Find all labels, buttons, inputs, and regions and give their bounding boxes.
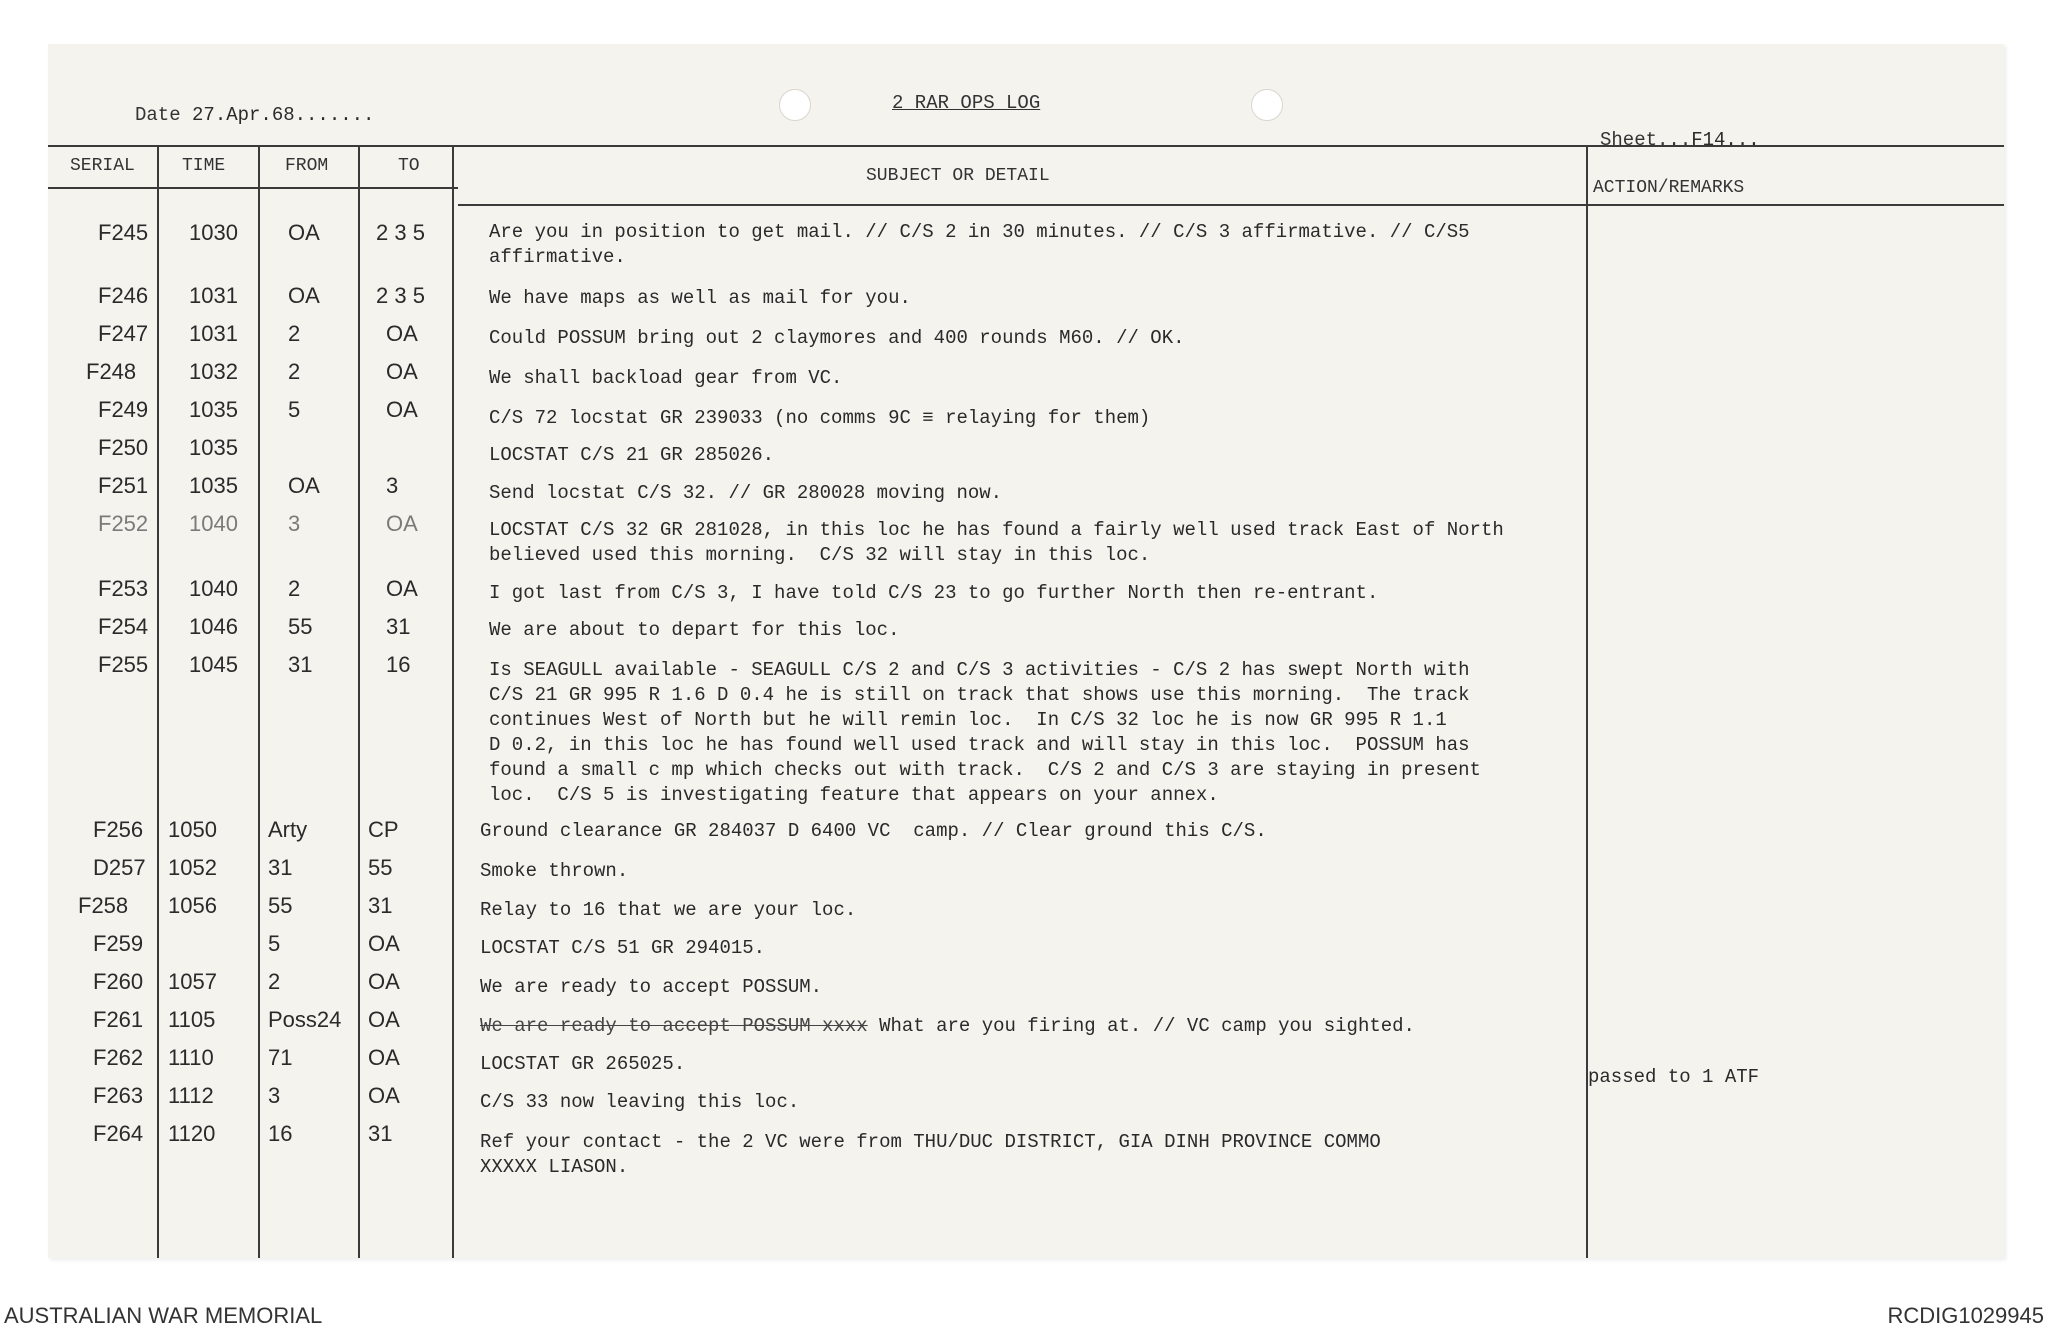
serial-cell: F255 xyxy=(98,652,149,677)
time-cell: 1035 xyxy=(189,397,238,422)
to-cell: OA xyxy=(386,321,418,346)
detail-cell: C/S 33 now leaving this loc. xyxy=(480,1091,800,1113)
detail-cell: I got last from C/S 3, I have told C/S 23 to go further North then re-entrant. xyxy=(489,582,1379,604)
serial-cell: F256 xyxy=(93,817,144,842)
serial-cell: F254 xyxy=(98,614,149,639)
col-header-serial: SERIAL xyxy=(70,156,135,176)
serial-cell: F247 xyxy=(98,321,149,346)
date-label: Date xyxy=(135,104,181,126)
detail-cell: We are ready to accept POSSUM. xyxy=(480,976,823,998)
detail-cell: Send locstat C/S 32. // GR 280028 moving now. xyxy=(489,482,1003,504)
time-cell: 1056 xyxy=(168,893,217,918)
time-cell: 1110 xyxy=(168,1045,214,1070)
col-divider-to xyxy=(452,145,454,1258)
from-cell: 55 xyxy=(288,614,313,639)
col-header-time: TIME xyxy=(182,156,226,176)
to-cell: 31 xyxy=(368,893,393,918)
from-cell: 2 xyxy=(268,969,281,994)
serial-cell: F252 xyxy=(98,511,149,536)
to-cell: 2 3 5 xyxy=(376,283,425,308)
detail-cell: LOCSTAT C/S 32 GR 281028, in this loc he has found a fairly well used track East of North believed used this morning. C/S 32 will stay in this loc. xyxy=(489,519,1504,566)
date-value: 27.Apr.68....... xyxy=(192,104,375,126)
time-cell: 1040 xyxy=(189,511,238,536)
to-cell: CP xyxy=(368,817,399,842)
to-cell: OA xyxy=(386,511,418,536)
detail-cell: Could POSSUM bring out 2 claymores and 400 rounds M60. // OK. xyxy=(489,327,1185,349)
from-cell: Arty xyxy=(268,817,308,842)
serial-cell: F264 xyxy=(93,1121,144,1146)
detail-cell: Is SEAGULL available - SEAGULL C/S 2 and C/S 3 activities - C/S 2 has swept North with C/S 21 GR 995 R 1.6 D 0.4 he is still on track that shows use this morning. The track continues West of North but he will remin loc. In C/S 32 loc he is now GR 995 R 1.1 D 0.2, in this loc he has found well used track and will stay in this loc. POSSUM has found a small c mp which checks out with track. C/S 2 and C/S 3 are staying in present loc. C/S 5 is investigating feature that appears on your annex. xyxy=(489,659,1481,806)
detail-cell: We are about to depart for this loc. xyxy=(489,619,900,641)
time-cell: 1052 xyxy=(168,855,217,880)
serial-cell: F259 xyxy=(93,931,144,956)
serial-cell: F263 xyxy=(93,1083,144,1108)
detail-text: What are you firing at. // VC camp you sighted. xyxy=(867,1015,1415,1037)
col-header-action: ACTION/REMARKS xyxy=(1593,178,1745,198)
detail-cell: Relay to 16 that we are your loc. xyxy=(480,899,857,921)
serial-cell: F246 xyxy=(98,283,149,308)
header-bottom-rule xyxy=(48,187,458,189)
from-cell: 2 xyxy=(288,359,301,384)
serial-cell: F258 xyxy=(78,893,129,918)
serial-cell: F261 xyxy=(93,1007,144,1032)
from-cell: Poss24 xyxy=(268,1007,342,1032)
time-cell: 1031 xyxy=(189,283,238,308)
detail-cell: LOCSTAT C/S 51 GR 294015. xyxy=(480,937,766,959)
from-cell: 55 xyxy=(268,893,293,918)
time-cell: 1040 xyxy=(189,576,238,601)
time-cell: 1112 xyxy=(168,1083,214,1108)
col-divider-serial xyxy=(157,145,159,1258)
time-cell: 1035 xyxy=(189,435,238,460)
time-cell: 1030 xyxy=(189,220,238,245)
time-cell: 1105 xyxy=(168,1007,216,1032)
serial-cell: F248 xyxy=(86,359,137,384)
serial-cell: F249 xyxy=(98,397,149,422)
from-cell: OA xyxy=(288,473,320,498)
to-cell: 2 3 5 xyxy=(376,220,425,245)
time-cell: 1050 xyxy=(168,817,217,842)
detail-cell: Ground clearance GR 284037 D 6400 VC camp. // Clear ground this C/S. xyxy=(480,820,1267,842)
time-cell: 1032 xyxy=(189,359,238,384)
col-divider-subject xyxy=(1586,145,1588,1258)
detail-cell: Ref your contact - the 2 VC were from THU/DUC DISTRICT, GIA DINH PROVINCE COMMO XXXXX LIASON. xyxy=(480,1131,1381,1178)
col-divider-from xyxy=(358,145,360,1258)
remark-passed-to: passed to 1 ATF xyxy=(1588,1066,1760,1088)
detail-cell: LOCSTAT C/S 21 GR 285026. xyxy=(489,444,775,466)
subject-header-rule xyxy=(458,204,2004,206)
time-cell: 1046 xyxy=(189,614,238,639)
detail-cell: Are you in position to get mail. // C/S 2 in 30 minutes. // C/S 3 affirmative. // C/S5 affirmative. xyxy=(489,221,1470,268)
footer-id: RCDIG1029945 xyxy=(1887,1303,2044,1328)
detail-cell xyxy=(480,1014,1415,1039)
from-cell: 16 xyxy=(268,1121,293,1146)
footer-source: AUSTRALIAN WAR MEMORIAL xyxy=(4,1303,323,1328)
to-cell: 31 xyxy=(368,1121,393,1146)
serial-cell: F250 xyxy=(98,435,149,460)
date-field xyxy=(135,104,374,126)
from-cell: 2 xyxy=(288,321,301,346)
sheet-value: F14... xyxy=(1691,129,1760,151)
col-divider-time xyxy=(258,145,260,1258)
from-cell: 3 xyxy=(288,511,301,536)
table-top-rule xyxy=(48,145,2004,147)
serial-cell: D257 xyxy=(93,855,146,880)
punch-hole-left xyxy=(779,89,811,121)
detail-cell: We have maps as well as mail for you. xyxy=(489,287,911,309)
from-cell: OA xyxy=(288,220,320,245)
from-cell: 2 xyxy=(288,576,301,601)
from-cell: 71 xyxy=(268,1045,293,1070)
struck-text: We are ready to accept POSSUM xxxx xyxy=(480,1015,868,1037)
to-cell: OA xyxy=(368,1007,400,1032)
from-cell: 31 xyxy=(288,652,313,677)
log-sheet xyxy=(48,44,2004,1258)
time-cell: 1031 xyxy=(189,321,238,346)
detail-cell: C/S 72 locstat GR 239033 (no comms 9C ≡ relaying for them) xyxy=(489,407,1151,429)
to-cell: OA xyxy=(368,969,400,994)
to-cell: OA xyxy=(368,1083,400,1108)
to-cell: OA xyxy=(368,1045,400,1070)
col-header-from: FROM xyxy=(285,156,329,176)
serial-cell: F245 xyxy=(98,220,149,245)
to-cell: 55 xyxy=(368,855,393,880)
serial-cell: F251 xyxy=(98,473,149,498)
time-cell: 1057 xyxy=(168,969,217,994)
sheet-field xyxy=(1600,129,1760,151)
serial-cell: F262 xyxy=(93,1045,144,1070)
time-cell: 1035 xyxy=(189,473,238,498)
from-cell: 5 xyxy=(288,397,301,422)
from-cell: 31 xyxy=(268,855,293,880)
col-header-to: TO xyxy=(398,156,420,176)
serial-cell: F260 xyxy=(93,969,144,994)
serial-cell: F253 xyxy=(98,576,149,601)
from-cell: 3 xyxy=(268,1083,281,1108)
page-title: 2 RAR OPS LOG xyxy=(892,92,1041,114)
punch-hole-right xyxy=(1251,89,1283,121)
sheet-label: Sheet... xyxy=(1600,129,1692,151)
from-cell: OA xyxy=(288,283,320,308)
detail-cell: We shall backload gear from VC. xyxy=(489,367,843,389)
time-cell: 1045 xyxy=(189,652,238,677)
time-cell: 1120 xyxy=(168,1121,216,1146)
col-header-subject: SUBJECT OR DETAIL xyxy=(866,166,1050,186)
to-cell: OA xyxy=(386,359,418,384)
to-cell: 31 xyxy=(386,614,411,639)
from-cell: 5 xyxy=(268,931,281,956)
to-cell: 3 xyxy=(386,473,399,498)
to-cell: OA xyxy=(368,931,400,956)
detail-cell: LOCSTAT GR 265025. xyxy=(480,1053,686,1075)
to-cell: OA xyxy=(386,576,418,601)
to-cell: 16 xyxy=(386,652,411,677)
to-cell: OA xyxy=(386,397,418,422)
detail-cell: Smoke thrown. xyxy=(480,860,629,882)
